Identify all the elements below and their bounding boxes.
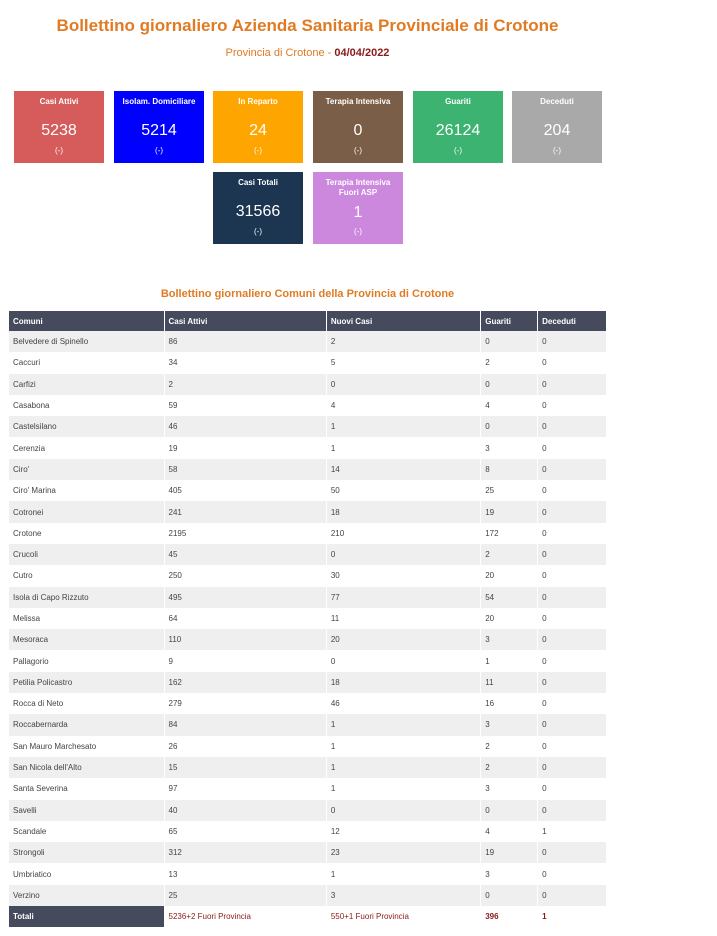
table-row <box>9 863 606 884</box>
cell-casi-attivi: 162 <box>165 672 326 693</box>
cell-nuovi-casi: 0 <box>327 374 480 395</box>
card-label: Isolam. Domiciliare <box>122 97 196 106</box>
cell-guariti: 2 <box>481 757 537 778</box>
cell-guariti: 54 <box>481 587 537 608</box>
card-value: 26124 <box>435 122 481 139</box>
province-label: Provincia di Crotone - <box>225 47 335 59</box>
cell-guariti: 4 <box>481 395 537 416</box>
cell-comune: Scandale <box>9 821 164 842</box>
cell-casi-attivi: 312 <box>165 842 326 863</box>
page-subtitle <box>0 47 615 59</box>
cell-casi-attivi: 86 <box>165 331 326 352</box>
card-label: Guariti <box>445 97 471 106</box>
card-label: Casi Totali <box>238 178 278 187</box>
cell-comune: Crotone <box>9 523 164 544</box>
table-row <box>9 800 606 821</box>
cell-casi-attivi: 97 <box>165 778 326 799</box>
cell-deceduti: 0 <box>538 565 606 586</box>
table-row <box>9 693 606 714</box>
totals-row <box>9 906 606 927</box>
cell-nuovi-casi: 18 <box>327 672 480 693</box>
cell-guariti: 0 <box>481 331 537 352</box>
cell-comune: Carfizi <box>9 374 164 395</box>
cell-guariti: 0 <box>481 374 537 395</box>
comuni-section-title: Bollettino giornaliero Comuni della Provincia di Crotone <box>160 288 455 300</box>
table-row <box>9 714 606 735</box>
cell-comune: San Nicola dell'Alto <box>9 757 164 778</box>
cell-casi-attivi: 9 <box>165 650 326 671</box>
col-header-deceduti: Deceduti <box>538 311 606 331</box>
card-guariti <box>413 91 503 163</box>
card-value: 0 <box>353 122 363 139</box>
cell-comune: Mesoraca <box>9 629 164 650</box>
table-row <box>9 544 606 565</box>
cell-guariti: 8 <box>481 459 537 480</box>
table-row <box>9 331 606 352</box>
cell-deceduti: 0 <box>538 757 606 778</box>
cell-comune: Savelli <box>9 800 164 821</box>
cell-guariti: 0 <box>481 416 537 437</box>
cell-comune: Pallagorio <box>9 650 164 671</box>
cell-casi-attivi: 34 <box>165 352 326 373</box>
cell-nuovi-casi: 50 <box>327 480 480 501</box>
cell-nuovi-casi: 5 <box>327 352 480 373</box>
cell-guariti: 3 <box>481 629 537 650</box>
card-label: In Reparto <box>238 97 278 106</box>
card-variation: (-) <box>354 146 362 155</box>
cell-casi-attivi: 45 <box>165 544 326 565</box>
cell-deceduti: 0 <box>538 587 606 608</box>
cell-nuovi-casi: 1 <box>327 714 480 735</box>
cell-comune: Caccuri <box>9 352 164 373</box>
cell-guariti: 3 <box>481 778 537 799</box>
table-row <box>9 395 606 416</box>
table-row <box>9 352 606 373</box>
cell-comune: Verzino <box>9 885 164 906</box>
cell-nuovi-casi: 11 <box>327 608 480 629</box>
card-terapia-intensiva-fuori-asp <box>313 172 403 244</box>
cell-guariti: 0 <box>481 885 537 906</box>
cell-casi-attivi: 13 <box>165 863 326 884</box>
card-variation: (-) <box>553 146 561 155</box>
cell-comune: Melissa <box>9 608 164 629</box>
card-terapia-intensiva <box>313 91 403 163</box>
cell-comune: Belvedere di Spinello <box>9 331 164 352</box>
cell-comune: Petilia Policastro <box>9 672 164 693</box>
cell-deceduti: 0 <box>538 629 606 650</box>
cell-casi-attivi: 250 <box>165 565 326 586</box>
card-value: 1 <box>353 204 363 221</box>
cell-casi-attivi: 59 <box>165 395 326 416</box>
card-value: 5238 <box>41 122 77 139</box>
cell-guariti: 172 <box>481 523 537 544</box>
table-row <box>9 437 606 458</box>
cell-comune: Castelsilano <box>9 416 164 437</box>
totals-nuovi-casi: 550+1 Fuori Provincia <box>327 906 480 927</box>
table-header-row <box>9 311 606 331</box>
cell-nuovi-casi: 77 <box>327 587 480 608</box>
col-header-comuni: Comuni <box>9 311 164 331</box>
cell-guariti: 16 <box>481 693 537 714</box>
cell-comune: Cerenzia <box>9 437 164 458</box>
card-deceduti <box>512 91 602 163</box>
cell-guariti: 19 <box>481 501 537 522</box>
cell-guariti: 4 <box>481 821 537 842</box>
card-variation: (-) <box>254 146 262 155</box>
cell-guariti: 3 <box>481 863 537 884</box>
page-title: Bollettino giornaliero Azienda Sanitaria Provinciale di Crotone <box>56 16 559 35</box>
col-header-nuovi-casi: Nuovi Casi <box>327 311 480 331</box>
cell-nuovi-casi: 1 <box>327 863 480 884</box>
cell-guariti: 2 <box>481 352 537 373</box>
card-value: 31566 <box>235 203 281 220</box>
cell-casi-attivi: 495 <box>165 587 326 608</box>
cell-comune: Roccabernarda <box>9 714 164 735</box>
card-value: 204 <box>543 122 571 139</box>
cell-nuovi-casi: 18 <box>327 501 480 522</box>
cell-nuovi-casi: 1 <box>327 416 480 437</box>
cell-deceduti: 0 <box>538 374 606 395</box>
cell-nuovi-casi: 1 <box>327 736 480 757</box>
cell-deceduti: 0 <box>538 523 606 544</box>
card-variation: (-) <box>254 227 262 236</box>
table-row <box>9 650 606 671</box>
table-row <box>9 587 606 608</box>
cell-comune: Rocca di Neto <box>9 693 164 714</box>
card-variation: (-) <box>354 227 362 236</box>
cell-casi-attivi: 46 <box>165 416 326 437</box>
cell-casi-attivi: 19 <box>165 437 326 458</box>
cell-casi-attivi: 279 <box>165 693 326 714</box>
totals-guariti: 396 <box>481 906 537 927</box>
cell-nuovi-casi: 12 <box>327 821 480 842</box>
cell-comune: Strongoli <box>9 842 164 863</box>
cell-casi-attivi: 2195 <box>165 523 326 544</box>
cell-deceduti: 0 <box>538 501 606 522</box>
comuni-table <box>8 311 607 927</box>
cell-deceduti: 0 <box>538 778 606 799</box>
cell-nuovi-casi: 14 <box>327 459 480 480</box>
totals-label: Totali <box>9 906 164 927</box>
cell-casi-attivi: 26 <box>165 736 326 757</box>
cell-guariti: 19 <box>481 842 537 863</box>
cell-comune: Ciro' Marina <box>9 480 164 501</box>
table-row <box>9 608 606 629</box>
cell-nuovi-casi: 23 <box>327 842 480 863</box>
card-variation: (-) <box>454 146 462 155</box>
cell-deceduti: 1 <box>538 821 606 842</box>
cell-comune: Casabona <box>9 395 164 416</box>
card-label: Casi Attivi <box>39 97 79 106</box>
cell-deceduti: 0 <box>538 331 606 352</box>
cell-casi-attivi: 64 <box>165 608 326 629</box>
cell-casi-attivi: 2 <box>165 374 326 395</box>
cell-nuovi-casi: 2 <box>327 331 480 352</box>
card-label: Terapia Intensiva Fuori ASP <box>325 178 391 197</box>
table-row <box>9 885 606 906</box>
table-row <box>9 629 606 650</box>
cell-guariti: 3 <box>481 714 537 735</box>
table-row <box>9 842 606 863</box>
cell-deceduti: 0 <box>538 693 606 714</box>
table-row <box>9 459 606 480</box>
table-row <box>9 374 606 395</box>
card-value: 24 <box>249 122 267 139</box>
cell-nuovi-casi: 0 <box>327 650 480 671</box>
cell-deceduti: 0 <box>538 800 606 821</box>
cell-deceduti: 0 <box>538 863 606 884</box>
cell-deceduti: 0 <box>538 459 606 480</box>
cell-casi-attivi: 84 <box>165 714 326 735</box>
cell-nuovi-casi: 1 <box>327 757 480 778</box>
cell-guariti: 11 <box>481 672 537 693</box>
cell-deceduti: 0 <box>538 885 606 906</box>
cell-deceduti: 0 <box>538 480 606 501</box>
card-isolamento-domiciliare <box>114 91 204 163</box>
cell-casi-attivi: 25 <box>165 885 326 906</box>
cell-guariti: 3 <box>481 437 537 458</box>
cell-comune: Crucoli <box>9 544 164 565</box>
cell-casi-attivi: 405 <box>165 480 326 501</box>
cell-nuovi-casi: 1 <box>327 437 480 458</box>
cell-nuovi-casi: 3 <box>327 885 480 906</box>
cell-deceduti: 0 <box>538 437 606 458</box>
cell-deceduti: 0 <box>538 736 606 757</box>
cell-guariti: 2 <box>481 544 537 565</box>
card-in-reparto <box>213 91 303 163</box>
table-row <box>9 501 606 522</box>
cell-nuovi-casi: 1 <box>327 778 480 799</box>
card-variation: (-) <box>155 146 163 155</box>
card-variation: (-) <box>55 146 63 155</box>
table-row <box>9 736 606 757</box>
cell-deceduti: 0 <box>538 650 606 671</box>
cell-comune: Cutro <box>9 565 164 586</box>
totals-deceduti: 1 <box>538 906 606 927</box>
card-label: Deceduti <box>540 97 574 106</box>
table-row <box>9 565 606 586</box>
card-casi-totali <box>213 172 303 244</box>
cell-casi-attivi: 58 <box>165 459 326 480</box>
bulletin-date: 04/04/2022 <box>334 47 390 59</box>
card-casi-attivi <box>14 91 104 163</box>
cell-deceduti: 0 <box>538 842 606 863</box>
cell-nuovi-casi: 20 <box>327 629 480 650</box>
cell-guariti: 0 <box>481 800 537 821</box>
table-row <box>9 757 606 778</box>
cell-nuovi-casi: 0 <box>327 544 480 565</box>
cell-nuovi-casi: 30 <box>327 565 480 586</box>
col-header-casi-attivi: Casi Attivi <box>165 311 326 331</box>
table-row <box>9 778 606 799</box>
totals-casi-attivi: 5236+2 Fuori Provincia <box>165 906 326 927</box>
cell-nuovi-casi: 4 <box>327 395 480 416</box>
cell-guariti: 25 <box>481 480 537 501</box>
cell-deceduti: 0 <box>538 395 606 416</box>
table-row <box>9 416 606 437</box>
cell-guariti: 1 <box>481 650 537 671</box>
cell-nuovi-casi: 210 <box>327 523 480 544</box>
cell-comune: San Mauro Marchesato <box>9 736 164 757</box>
cell-comune: Isola di Capo Rizzuto <box>9 587 164 608</box>
cell-guariti: 20 <box>481 565 537 586</box>
table-row <box>9 672 606 693</box>
cell-comune: Umbriatico <box>9 863 164 884</box>
cell-guariti: 20 <box>481 608 537 629</box>
cell-casi-attivi: 65 <box>165 821 326 842</box>
table-row <box>9 480 606 501</box>
col-header-guariti: Guariti <box>481 311 537 331</box>
cell-casi-attivi: 15 <box>165 757 326 778</box>
table-row <box>9 821 606 842</box>
cell-deceduti: 0 <box>538 544 606 565</box>
card-value: 5214 <box>141 122 177 139</box>
cell-deceduti: 0 <box>538 714 606 735</box>
cell-casi-attivi: 241 <box>165 501 326 522</box>
table-row <box>9 523 606 544</box>
cell-guariti: 2 <box>481 736 537 757</box>
cell-nuovi-casi: 46 <box>327 693 480 714</box>
cell-comune: Santa Severina <box>9 778 164 799</box>
cell-casi-attivi: 110 <box>165 629 326 650</box>
cell-nuovi-casi: 0 <box>327 800 480 821</box>
cell-deceduti: 0 <box>538 672 606 693</box>
cell-comune: Cotronei <box>9 501 164 522</box>
cell-casi-attivi: 40 <box>165 800 326 821</box>
cell-deceduti: 0 <box>538 608 606 629</box>
cell-comune: Ciro' <box>9 459 164 480</box>
cell-deceduti: 0 <box>538 416 606 437</box>
cell-deceduti: 0 <box>538 352 606 373</box>
card-label: Terapia Intensiva <box>325 97 391 106</box>
